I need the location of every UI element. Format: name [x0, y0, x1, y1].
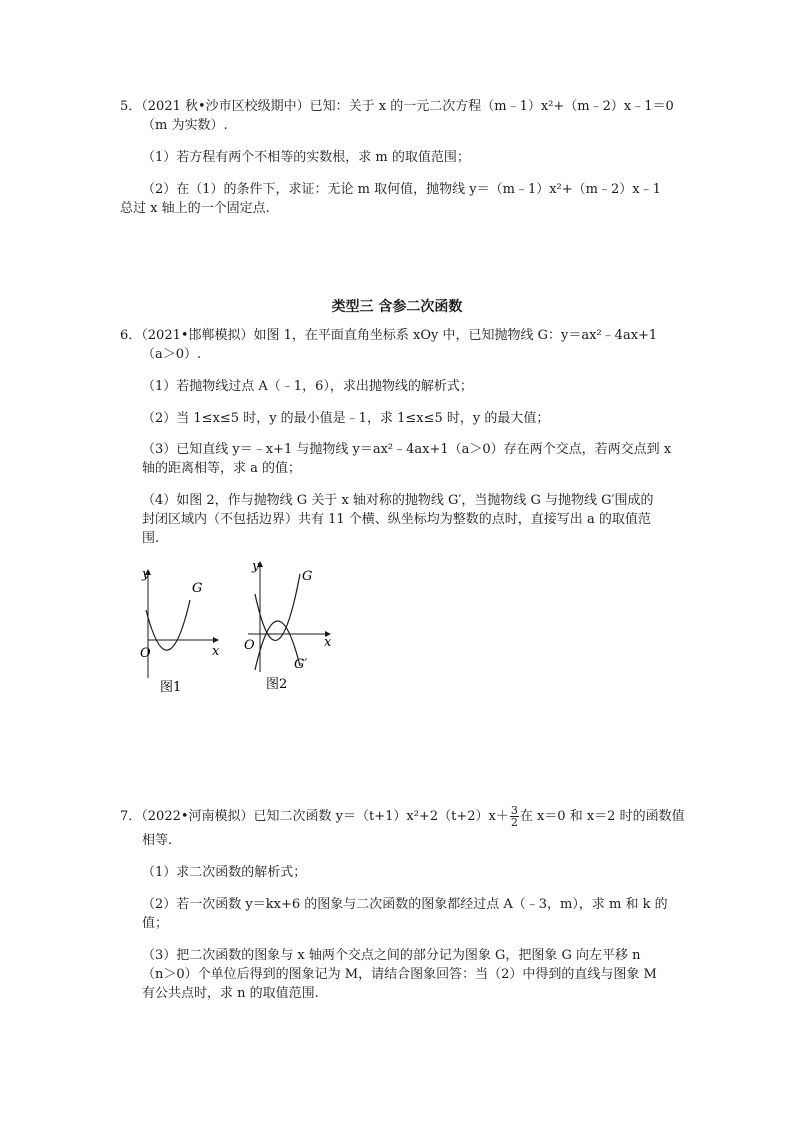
q7-part3-line1: （3）把二次函数的图象与 x 轴两个交点之间的部分记为图象 G，把图象 G 向左平移 n — [142, 948, 641, 963]
q7-fraction-numerator: 3 — [510, 804, 518, 817]
figure-2-caption: 图2 — [266, 677, 288, 692]
figure-2 — [238, 554, 338, 699]
q5-part2-line2: 总过 x 轴上的一个固定点. — [120, 201, 270, 216]
q7-part3-line2: （n＞0）个单位后得到的图象记为 M，请结合图象回答：当（2）中得到的直线与图象 M — [142, 967, 657, 982]
q7-fraction-denominator: 2 — [510, 816, 518, 829]
q6-part3-line1: （3）已知直线 y＝﹣x+1 与抛物线 y＝ax²﹣4ax+1（a＞0）存在两个交点，若两交点到 x — [142, 442, 672, 457]
figure-1-origin-label: O — [140, 646, 151, 661]
q7-part2-line2: 值； — [142, 916, 169, 931]
q7-part2-line1: （2）若一次函数 y＝kx+6 的图象与二次函数的图象都经过点 A（﹣3，m），求 m 和 k 的 — [142, 897, 668, 912]
q7-stem-pre: 7．（2022•河南模拟）已知二次函数 y＝（t+1）x²+2（t+2）x＋ — [120, 809, 509, 824]
q6-stem-line1: 6．（2021•邯郸模拟）如图 1，在平面直角坐标系 xOy 中，已知抛物线 G：y＝ax²﹣4ax+1 — [120, 328, 658, 343]
q6-part2: （2）当 1≤x≤5 时，y 的最小值是﹣1，求 1≤x≤5 时，y 的最大值； — [142, 411, 550, 426]
q6-part4-line2: 封闭区域内（不包括边界）共有 11 个横、纵坐标均为整数的点时，直接写出 a 的取值范 — [142, 512, 651, 527]
figure-2-curve-label: G — [302, 569, 313, 584]
q6-part3-line2: 轴的距离相等，求 a 的值； — [142, 461, 302, 476]
q7-stem-line1 — [120, 802, 685, 832]
q6-stem-line2: （a＞0）. — [142, 347, 202, 362]
figure-1 — [128, 560, 228, 700]
q5-stem-line2: （m 为实数）. — [142, 118, 228, 133]
q7-fraction — [510, 805, 519, 828]
figure-1-x-label: x — [212, 644, 220, 659]
figure-2-origin-label: O — [244, 638, 255, 653]
q5-part2-line1: （2）在（1）的条件下，求证：无论 m 取何值，抛物线 y＝（m﹣1）x²+（m﹣2）x﹣1 — [142, 182, 661, 197]
section-title: 类型三 含参二次函数 — [331, 299, 463, 315]
figure-1-parabola-g — [146, 600, 190, 650]
figure-2-y-label: y — [252, 559, 260, 574]
q5-stem-line1: 5．（2021 秋•沙市区校级期中）已知：关于 x 的一元二次方程（m﹣1）x²+（m﹣2）x﹣1＝0 — [120, 99, 674, 114]
figure-2-reflected-label: G′ — [294, 657, 308, 672]
q7-part1: （1）求二次函数的解析式； — [142, 865, 307, 880]
figure-2-parabola-g — [255, 574, 300, 640]
q6-part4-line1: （4）如图 2，作与抛物线 G 关于 x 轴对称的抛物线 G′，当抛物线 G 与抛物线 G′围成的 — [142, 493, 654, 508]
q5-part1: （1）若方程有两个不相等的实数根，求 m 的取值范围； — [142, 150, 470, 165]
q6-part1: （1）若抛物线过点 A（﹣1，6），求出抛物线的解析式； — [142, 379, 473, 394]
q6-part4-line3: 围. — [142, 531, 160, 546]
figure-2-x-label: x — [324, 635, 332, 650]
figure-1-curve-label: G — [192, 581, 203, 596]
q7-part3-line3: 有公共点时，求 n 的取值范围. — [142, 986, 319, 1001]
figure-1-caption: 图1 — [160, 680, 182, 695]
q7-stem-post: 在 x＝0 和 x＝2 时的函数值 — [519, 809, 685, 824]
q7-stem-line2: 相等. — [142, 833, 173, 848]
figure-1-y-label: y — [142, 567, 150, 582]
